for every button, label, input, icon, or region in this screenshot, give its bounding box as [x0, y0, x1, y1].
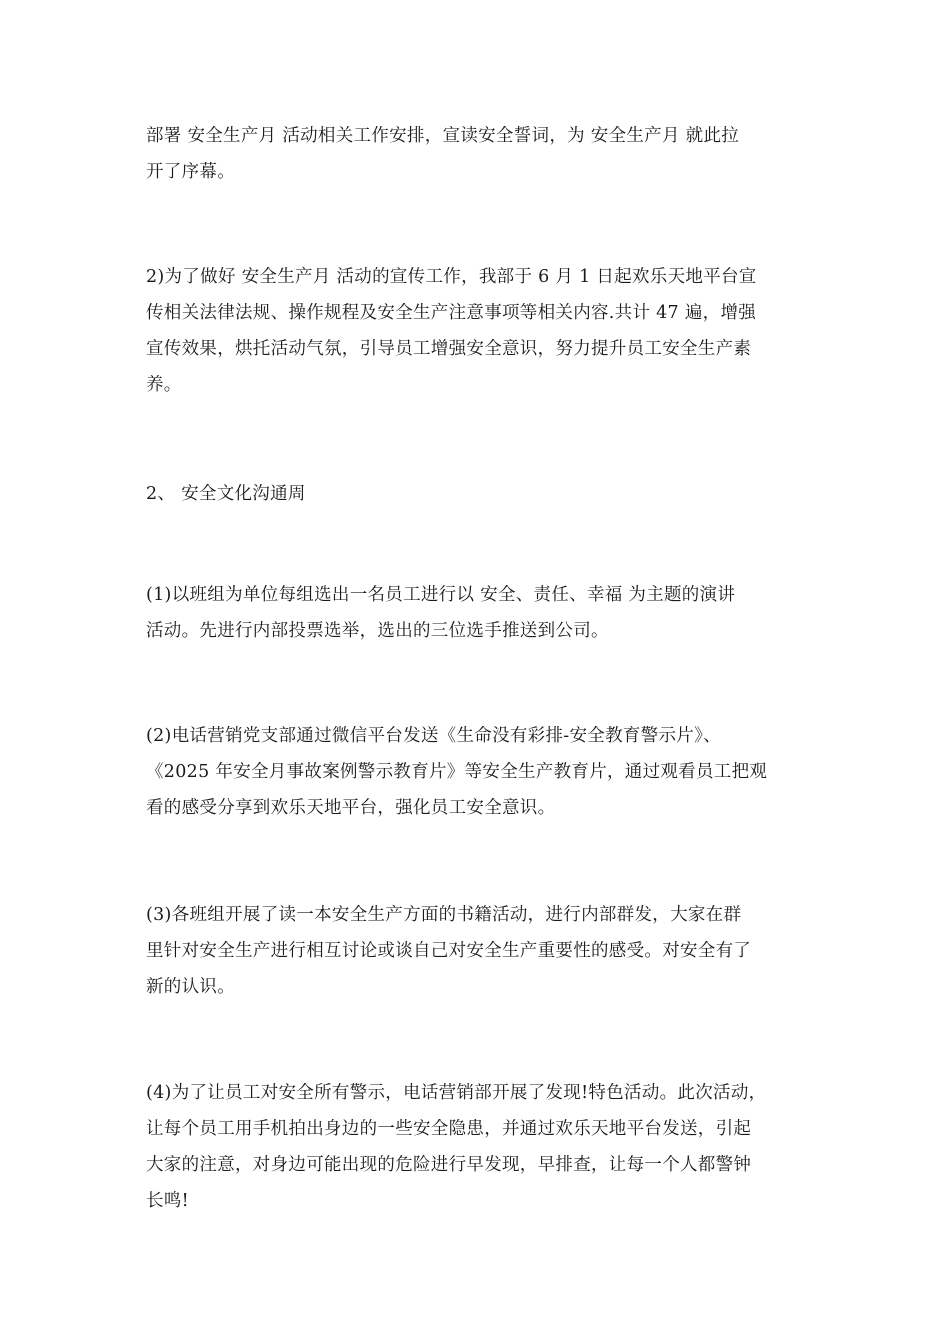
paragraph-item-2 — [146, 259, 836, 403]
section-heading-2 — [146, 476, 836, 512]
text-line: (4)为了让员工对安全所有警示，电话营销部开展了发现!特色活动。此次活动， — [146, 1083, 767, 1103]
text-line: (1)以班组为单位每组选出一名员工进行以 安全、责任、幸福 为主题的演讲 — [146, 585, 736, 605]
paragraph-sub-3 — [146, 897, 836, 1005]
text-line: 部署 安全生产月 活动相关工作安排，宣读安全誓词，为 安全生产月 就此拉 — [146, 126, 740, 146]
text-line: 2)为了做好 安全生产月 活动的宣传工作，我部于 6 月 1 日起欢乐天地平台宣 — [146, 267, 757, 287]
text-line: 新的认识。 — [146, 977, 235, 997]
text-line: 养。 — [146, 375, 182, 395]
text-line: (2)电话营销党支部通过微信平台发送《生命没有彩排-安全教育警示片》、 — [146, 726, 721, 746]
text-line: 《2025 年安全月事故案例警示教育片》等安全生产教育片，通过观看员工把观 — [146, 762, 768, 782]
text-line: 开了序幕。 — [146, 162, 235, 182]
text-line: 大家的注意，对身边可能出现的危险进行早发现，早排查，让每一个人都警钟 — [146, 1155, 752, 1175]
text-line: 让每个员工用手机拍出身边的一些安全隐患，并通过欢乐天地平台发送，引起 — [146, 1119, 752, 1139]
paragraph-sub-2 — [146, 718, 836, 826]
text-line: 看的感受分享到欢乐天地平台，强化员工安全意识。 — [146, 798, 556, 818]
text-line: 传相关法律法规、操作规程及安全生产注意事项等相关内容.共计 47 遍，增强 — [146, 303, 757, 323]
paragraph-sub-1 — [146, 577, 836, 649]
text-line: 活动。先进行内部投票选举，选出的三位选手推送到公司。 — [146, 621, 609, 641]
text-line: 长鸣! — [146, 1191, 189, 1211]
text-line: 宣传效果，烘托活动气氛，引导员工增强安全意识，努力提升员工安全生产素 — [146, 339, 752, 359]
text-line: 里针对安全生产进行相互讨论或谈自己对安全生产重要性的感受。对安全有了 — [146, 941, 752, 961]
text-line: (3)各班组开展了读一本安全生产方面的书籍活动，进行内部群发，大家在群 — [146, 905, 742, 925]
paragraph-opening-remainder — [146, 118, 836, 190]
paragraph-sub-4 — [146, 1075, 836, 1219]
heading-line: 2、 安全文化沟通周 — [146, 484, 306, 504]
